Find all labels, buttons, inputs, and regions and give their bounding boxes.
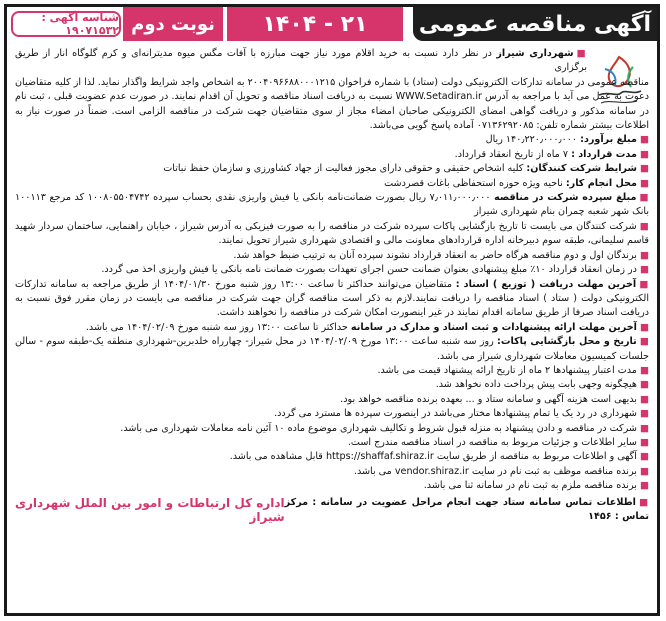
item-text: هیچگونه وجهی بابت پیش پرداخت داده نخواهد شد. bbox=[435, 379, 637, 391]
footer-contact-wrap bbox=[285, 496, 649, 525]
intro-text-1: در نظر دارد نسبت به خرید اقلام مورد نیاز جهت مبارزه با آفات مگس میوه مدیترانه‌ای و کرم گلوگاه انار از طریق برگزاری bbox=[15, 48, 587, 74]
list-item bbox=[15, 278, 649, 321]
conditions-list bbox=[15, 133, 649, 493]
item-label: تاریخ و محل بازگشایی پاکات: bbox=[496, 336, 637, 348]
tender-advertisement bbox=[4, 4, 660, 616]
list-item bbox=[15, 422, 649, 436]
item-text: شرکت کنندگان می بایست تا تاریخ بازگشایی پاکات سپرده شرکت در مناقصه را به صورت فیزیکی به آدرس شیراز ، خیابان راهنمایی، ساختمان سردار شهید قاسم سلیمانی، طبقه سوم دبیرخانه اداره قراردادهای معاونت مالی و اقتصادی شهرداری شیراز تحویل نمایند. bbox=[15, 220, 649, 247]
item-text: برنده مناقصه موظف به ثبت نام در سایت vendor.shiraz.ir می باشد. bbox=[353, 465, 637, 477]
header bbox=[7, 7, 657, 41]
square-bullet-icon: ■ bbox=[639, 148, 649, 160]
round-badge: نوبت دوم bbox=[123, 7, 223, 41]
item-label: آخرین مهلت دریافت ( توزیع ) اسناد : bbox=[455, 278, 637, 290]
item-text: متقاضیان می‌توانند حداکثر تا ساعت ۱۳:۰۰ روز شنبه مورخ ۱۴۰۴/۰۱/۳۰ از طریق مراجعه به سامانه تدارکات الکترونیکی دولت ( ستاد ) اسناد مناقصه را دریافت نمایند.لازم به ذکر است مناقصه گران جهت شرکت در مناقصه می بایست در زمان مقرر فوق نسبت به دریافت اسناد صرفا از طریق سامانه اقدام نمایند در غیر اینصورت امکان شرکت در مناقصه را نخواهند داشت. bbox=[15, 278, 649, 319]
square-bullet-icon: ■ bbox=[639, 278, 649, 290]
list-item bbox=[15, 249, 649, 263]
intro-lead: شهرداری شیراز bbox=[496, 48, 574, 59]
footer-signature: اداره کل ارتباطات و امور بین الملل شهرداری شیراز bbox=[15, 495, 285, 524]
item-text: برنده مناقصه ملزم به ثبت نام در سامانه ثنا می باشد. bbox=[423, 480, 637, 492]
item-text: بدیهی است هزینه آگهی و سامانه ستاد و ... بعهده برنده مناقصه خواهد بود. bbox=[340, 393, 637, 405]
square-bullet-icon: ■ bbox=[639, 436, 649, 448]
item-text: برندگان اول و دوم مناقصه هرگاه حاضر به انعقاد قرارداد نشوند سپرده آنان به ترتیب ضبط خواهد شد. bbox=[233, 249, 637, 261]
square-bullet-icon: ■ bbox=[639, 321, 649, 333]
item-label: آخرین مهلت ارائه پیشنهادات و ثبت اسناد و مدارک در سامانه bbox=[350, 321, 637, 333]
square-bullet-icon: ■ bbox=[639, 264, 649, 276]
square-bullet-icon: ■ bbox=[639, 480, 649, 492]
page-title: آگهی مناقصه عمومی bbox=[413, 7, 657, 41]
footer bbox=[15, 496, 649, 525]
item-text: در زمان انعقاد قرارداد ۱۰٪ مبلغ پیشنهادی بعنوان ضمانت حسن اجرای تعهدات بصورت ضمانت نامه بانکی یا فیش واریزی اخذ می گردد. bbox=[101, 264, 637, 276]
item-label: محل انجام کار: bbox=[565, 177, 637, 189]
date-badge: ۲۱ - ۱۴۰۴ bbox=[227, 7, 403, 41]
footer-contact: اطلاعات تماس سامانه ستاد جهت انجام مراحل عضویت در سامانه : مرکز تماس : ۱۴۵۶ bbox=[284, 496, 649, 522]
item-text: ۱۴۰٫۲۲۰٫۰۰۰٫۰۰۰ ریال bbox=[485, 134, 581, 146]
ad-body bbox=[15, 47, 649, 524]
list-item bbox=[15, 393, 649, 407]
list-item bbox=[15, 479, 649, 493]
square-bullet-icon: ■ bbox=[639, 451, 649, 463]
square-bullet-icon: ■ bbox=[576, 48, 587, 59]
item-text: حداکثر تا ساعت ۱۳:۰۰ روز سه شنبه مورخ ۱۴۰۴/۰۲/۰۹ می باشد. bbox=[85, 321, 351, 333]
item-text: ۷ ماه از تاریخ انعقاد قرارداد. bbox=[454, 148, 572, 160]
item-text: سایر اطلاعات و جزئیات مربوط به مناقصه در اسناد مناقصه مندرج است. bbox=[347, 436, 637, 448]
list-item bbox=[15, 450, 649, 464]
square-bullet-icon: ■ bbox=[639, 422, 649, 434]
item-label: شرایط شرکت کنندگان: bbox=[526, 163, 637, 175]
square-bullet-icon: ■ bbox=[639, 163, 649, 175]
list-item bbox=[15, 335, 649, 364]
item-text: ناحیه ویژه حوزه استحفاظی باغات قصردشت bbox=[384, 177, 566, 189]
square-bullet-icon: ■ bbox=[639, 192, 649, 204]
square-bullet-icon: ■ bbox=[639, 393, 649, 405]
list-item bbox=[15, 407, 649, 421]
list-item bbox=[15, 191, 649, 220]
list-item bbox=[15, 220, 649, 249]
list-item bbox=[15, 378, 649, 392]
square-bullet-icon: ■ bbox=[639, 364, 649, 376]
item-text: مدت اعتبار پیشنهادها ۲ ماه از تاریخ ارائه پیشنهاد قیمت می باشد. bbox=[377, 364, 637, 376]
list-item bbox=[15, 177, 649, 191]
list-item bbox=[15, 148, 649, 162]
item-text: آگهی و اطلاعات مربوط به مناقصه از طریق سایت https://shaffaf.shiraz.ir قابل مشاهده می باشد. bbox=[229, 451, 637, 463]
square-bullet-icon: ■ bbox=[639, 336, 649, 348]
list-item bbox=[15, 364, 649, 378]
square-bullet-icon: ■ bbox=[639, 134, 649, 146]
list-item bbox=[15, 263, 649, 277]
list-item bbox=[15, 133, 649, 147]
square-bullet-icon: ■ bbox=[639, 177, 649, 189]
square-bullet-icon: ■ bbox=[638, 496, 649, 508]
square-bullet-icon: ■ bbox=[639, 379, 649, 391]
square-bullet-icon: ■ bbox=[639, 220, 649, 232]
intro-paragraph bbox=[15, 47, 649, 133]
square-bullet-icon: ■ bbox=[639, 249, 649, 261]
item-text: ۷٫۰۱۱٫۰۰۰٫۰۰۰ ریال بصورت ضمانت‌نامه بانکی یا فیش واریزی نقدی بحساب سپرده ۱۰۰۸۰۵۵۰۴۷۴۲ کد مرجع ۱۰۰۱۱۳ بانک شهر شعبه چمران بنام شهرداری شیراز bbox=[15, 192, 649, 218]
list-item bbox=[15, 321, 649, 335]
item-text: شرکت در مناقصه و دادن پیشنهاد به منزله قبول شروط و تکالیف شهرداری موضوع ماده ۱۰ آئین نامه معاملات شهرداری می باشد. bbox=[120, 422, 637, 434]
item-label: مبلغ سپرده شرکت در مناقصه bbox=[494, 192, 637, 204]
item-label: مدت قرارداد : bbox=[571, 148, 637, 160]
item-text: کلیه اشخاص حقیقی و حقوقی دارای مجوز فعالیت از جهاد کشاورزی و سازمان حفظ نباتات bbox=[163, 163, 527, 175]
intro-text-2: مناقصه عمومی در سامانه تدارکات الکترونیکی دولت (ستاد) با شماره فراخوان ۲۰۰۴۰۹۶۶۸۸۰۰۰۱۲۱۵ به اشخاص واجد شرایط واگذار نماید. لذا از کلیه متقاضیان دعوت به عمل می آید با مراجعه به آدرس WWW.Setadiran.ir نسبت به دریافت اسناد مناقصه و تحویل آن اقدام نمایند. در صورت عدم عضویت قبلی ، ثبت نام در سامانه مذکور و دریافت گواهی امضای الکترونیکی صاحبان امضاء مجاز از سوی متقاضیان جهت شرکت در مناقصه الزامی است. ضمناً در صورت نیاز به اطلاعات بیشتر شماره تلفن: ۰۷۱۳۶۲۹۲۰۸۵ آماده پاسخ گویی می‌باشد. bbox=[15, 76, 649, 132]
item-text: شهرداری در رد یک یا تمام پیشنهادها مختار می‌باشد در اینصورت سپرده ها مسترد می گردد. bbox=[274, 408, 637, 420]
list-item bbox=[15, 162, 649, 176]
item-label: مبلغ برآورد: bbox=[580, 134, 637, 146]
item-text: روز سه شنبه ساعت ۱۳:۰۰ مورخ ۱۴۰۴/۰۲/۰۹ در محل شیراز- چهارراه خلدبرین-شهرداری منطقه یک-طبقه سوم - سالن جلسات کمیسیون معاملات شهرداری شیراز می باشد. bbox=[15, 336, 649, 362]
list-item bbox=[15, 436, 649, 450]
ad-id-badge: شناسه آگهی : ۱۹۰۷۱۵۳۲ bbox=[11, 11, 121, 37]
list-item bbox=[15, 465, 649, 479]
intro-first-line bbox=[15, 47, 649, 76]
square-bullet-icon: ■ bbox=[639, 465, 649, 477]
square-bullet-icon: ■ bbox=[639, 408, 649, 420]
